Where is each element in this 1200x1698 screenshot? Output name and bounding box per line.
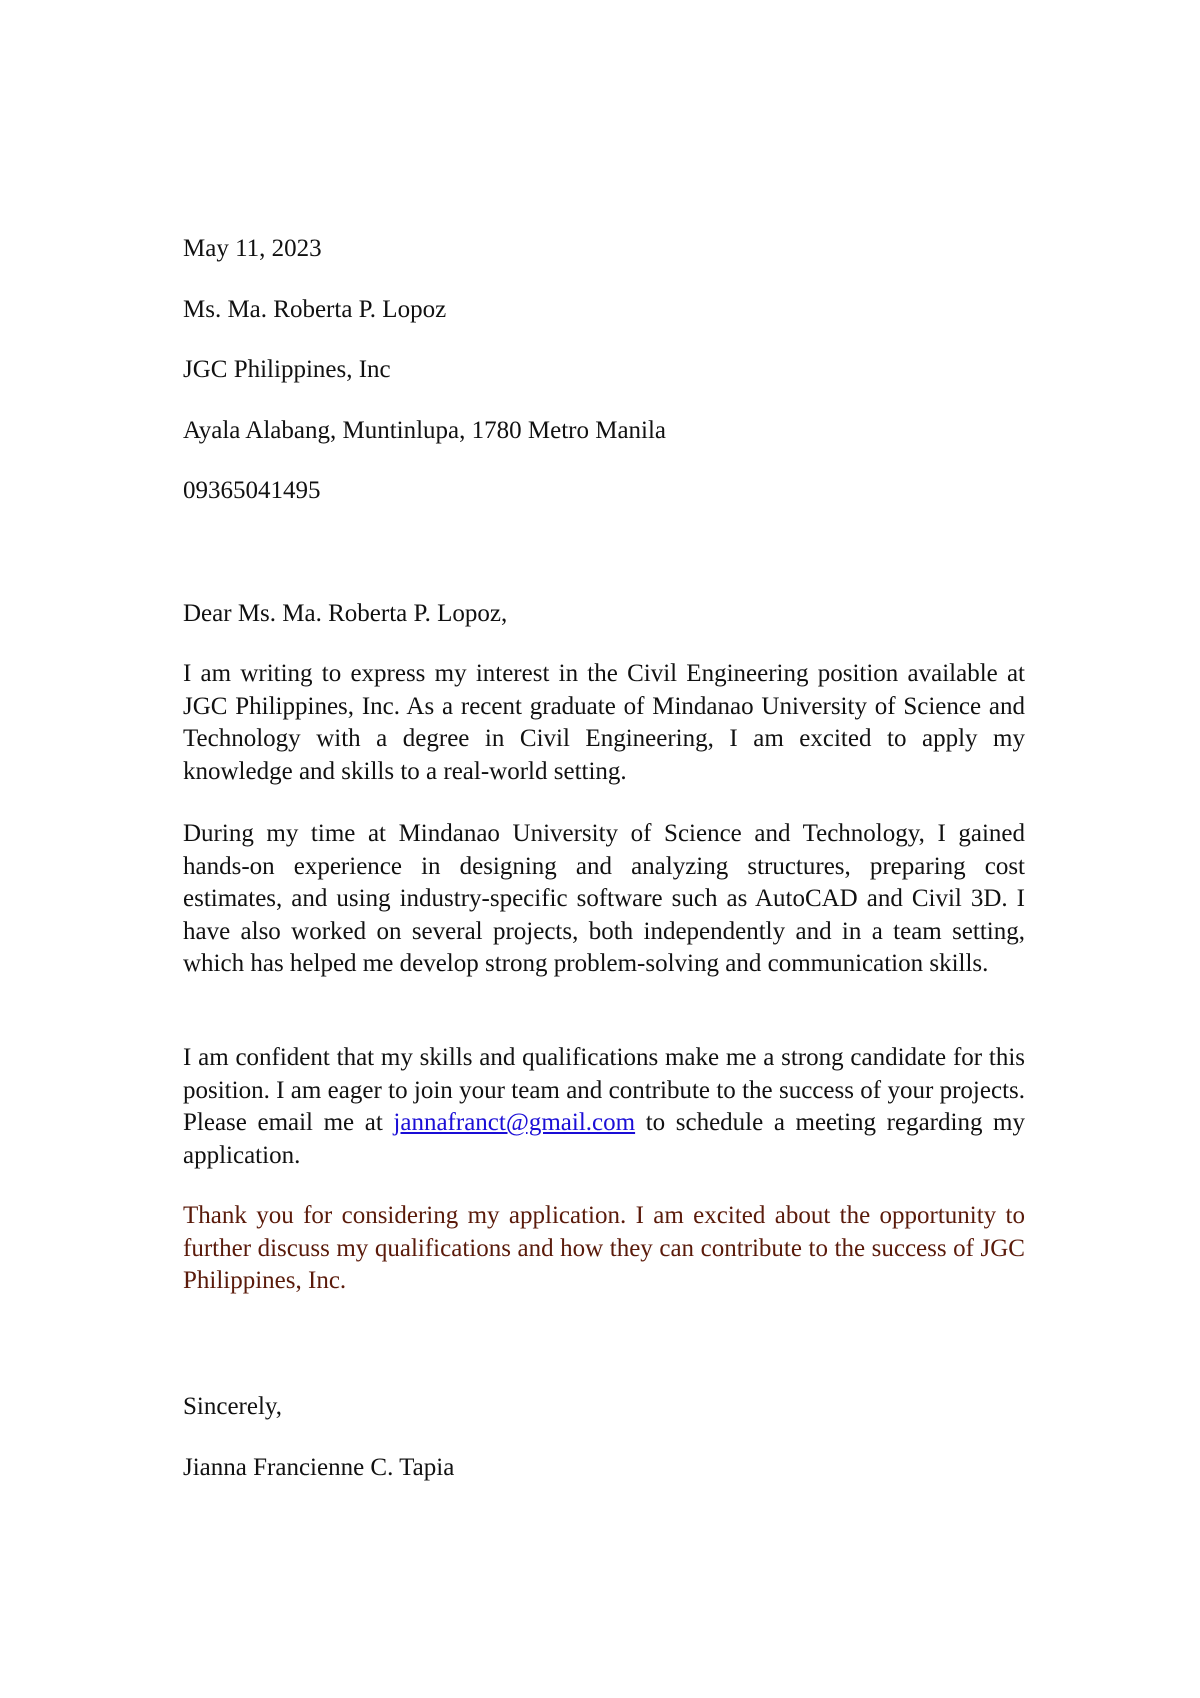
- paragraph-thanks: Thank you for considering my application. I am excited about the opportunity to further discuss my qualifications and how they can contribute to the success of JGC Philippines, Inc.: [183, 1202, 1025, 1294]
- recipient-company: JGC Philippines, Inc: [183, 356, 391, 383]
- recipient-address: Ayala Alabang, Muntinlupa, 1780 Metro Manila: [183, 417, 667, 444]
- paragraph-confidence-text: I am confident that my skills and qualifications make me a strong candidate for this position. I am eager to join your team and contribute to the success of your projects. Please email me at: [183, 1044, 1025, 1136]
- paragraph-experience: During my time at Mindanao University of Science and Technology, I gained hands-on experience in designing and analyzing structures, preparing cost estimates, and using industry-specific software such as AutoCAD and Civil 3D. I have also worked on several projects, both independently and in a team setting, which has helped me develop strong problem-solving and communication skills.: [183, 820, 1025, 977]
- paragraph-interest: I am writing to express my interest in the Civil Engineering position available at JGC Philippines, Inc. As a recent graduate of Mindanao University of Science and Technology with a degree in Civil Engineering, I am excited to apply my knowledge and skills to a real-world setting.: [183, 660, 1025, 785]
- complimentary-close: Sincerely,: [183, 1393, 283, 1420]
- letter-date: May 11, 2023: [183, 235, 322, 262]
- recipient-phone: 09365041495: [183, 477, 321, 504]
- signature-name: Jianna Francienne C. Tapia: [183, 1454, 455, 1481]
- email-link[interactable]: jannafranct@gmail.com: [393, 1109, 636, 1136]
- salutation: Dear Ms. Ma. Roberta P. Lopoz,: [183, 600, 508, 627]
- paragraph-confidence: [183, 1042, 1025, 1172]
- paragraph-confidence-tail: to schedule a meeting regarding my application.: [183, 1109, 1025, 1169]
- recipient-name: Ms. Ma. Roberta P. Lopoz: [183, 296, 447, 323]
